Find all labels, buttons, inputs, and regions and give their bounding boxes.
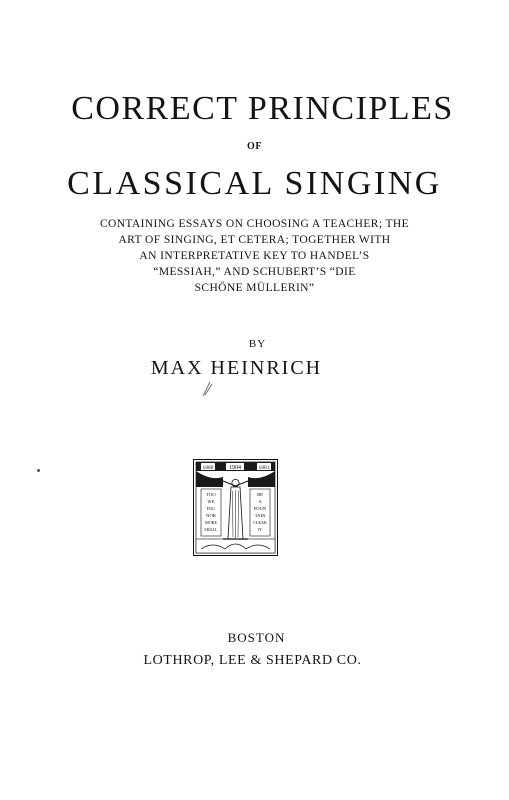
title-connector: OF — [247, 141, 262, 152]
imprint-publisher: LOTHROP, LEE & SHEPARD CO. — [143, 653, 362, 668]
subtitle-line: “MESSIAH,” AND SCHUBERT’S “DIE — [153, 266, 356, 278]
author-name: MAX HEINRICH — [150, 357, 323, 379]
title-line-2: CLASSICAL SINGING — [67, 165, 442, 202]
title-line-1: CORRECT PRINCIPLES — [71, 90, 454, 127]
emblem-year-right: 1881 — [258, 464, 270, 471]
subtitle-line: CONTAINING ESSAYS ON CHOOSING A TEACHER; THE — [99, 218, 410, 230]
emblem-left-word: TOO — [206, 492, 216, 497]
pencil-mark-icon — [201, 378, 215, 398]
emblem-left-word: MORE — [204, 520, 218, 525]
imprint-place: BOSTON — [227, 630, 286, 645]
emblem-right-word: IT — [258, 527, 262, 532]
emblem-year-center: 1904 — [229, 464, 241, 471]
stray-dot — [37, 469, 40, 472]
emblem-left-word: SHALL — [204, 527, 218, 532]
emblem-right-word: FOUN — [253, 506, 267, 511]
emblem-right-word: TAIN — [254, 513, 266, 518]
publisher-emblem-icon — [193, 459, 278, 556]
emblem-year-left: 1880 — [202, 464, 214, 471]
emblem-left-word: DIG — [206, 506, 216, 511]
emblem-left-word: WE — [207, 499, 215, 504]
emblem-right-word: A — [258, 499, 262, 504]
subtitle-line: SCHÖNE MÜLLERIN” — [194, 282, 315, 294]
subtitle-line: AN INTERPRETATIVE KEY TO HANDEL’S — [139, 250, 370, 262]
byline-by: BY — [248, 338, 267, 350]
subtitle-line: ART OF SINGING, ET CETERA; TOGETHER WITH — [118, 234, 391, 246]
emblem-right-word: BE — [257, 492, 263, 497]
emblem-right-word: CLEAR — [253, 520, 267, 525]
emblem-left-word: NOR — [206, 513, 216, 518]
subtitle — [40, 216, 469, 296]
